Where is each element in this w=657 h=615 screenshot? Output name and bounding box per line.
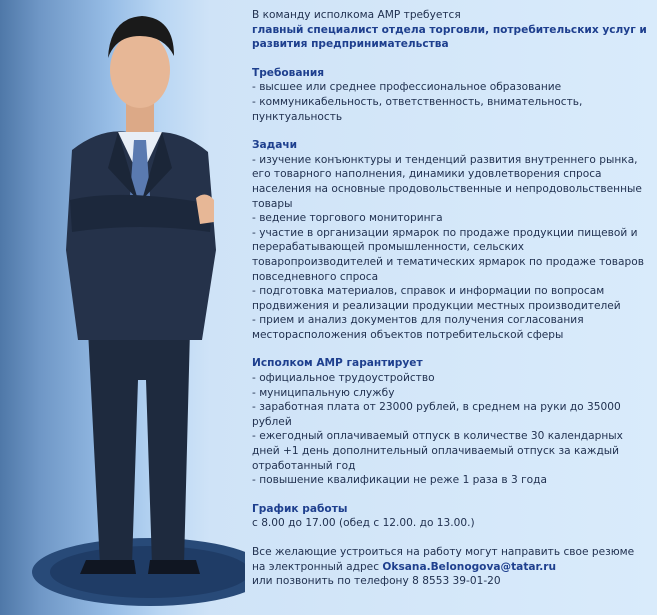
list-item: - прием и анализ документов для получения согласования месторасположения объектов потребительской сферы — [252, 314, 584, 341]
list-item: - высшее или среднее профессиональное образование — [252, 81, 562, 94]
list-item: - участие в организации ярмарок по продаже продукции пищевой и перерабатывающей промышленности, сельских товаропроизводителей и тематических ярмарок по продаже товаров повседневного спроса — [252, 226, 644, 283]
list-item: - подготовка материалов, справок и информации по вопросам продвижения и реализации продукции местных производителей — [252, 285, 621, 312]
businessman-illustration — [0, 0, 245, 615]
list-item: - ежегодный оплачиваемый отпуск в количестве 30 календарных дней +1 день дополнительный оплачиваемый отпуск за каждый отработанный год — [252, 430, 623, 472]
contact-prefix: на электронный адрес — [252, 560, 383, 573]
vacancy-text — [252, 8, 652, 589]
contact-line-3: или позвонить по телефону 8 8553 39-01-20 — [252, 575, 501, 588]
schedule-text: с 8.00 до 17.00 (обед с 12.00. до 13.00.) — [252, 517, 475, 530]
guarantees-heading: Исполком АМР гарантирует — [252, 357, 423, 370]
intro-text: В команду исполкома АМР требуется — [252, 9, 461, 21]
list-item: - официальное трудоустройство — [252, 372, 435, 385]
position-title: главный специалист отдела торговли, потребительских услуг и развития предпринимательства — [252, 23, 647, 51]
tasks-heading: Задачи — [252, 139, 298, 152]
list-item: - заработная плата от 23000 рублей, в среднем на руки до 35000 рублей — [252, 401, 621, 428]
contact-line-2 — [252, 560, 652, 575]
list-item: - ведение торгового мониторинга — [252, 212, 443, 225]
contact-email[interactable]: Oksana.Belonogova@tatar.ru — [382, 560, 557, 573]
list-item: - муниципальную службу — [252, 386, 395, 399]
list-item: - изучение конъюнктуры и тенденций развития внутреннего рынка, его товарного наполнения, динамики удовлетворения спроса населения на основные продовольственные и непродовольственные товары — [252, 153, 642, 210]
contact-line-1: Все желающие устроиться на работу могут направить свое резюме — [252, 546, 635, 558]
requirements-heading: Требования — [252, 66, 325, 79]
list-item: - коммуникабельность, ответственность, внимательность, пунктуальность — [252, 95, 583, 123]
list-item: - повышение квалификации не реже 1 раза в 3 года — [252, 474, 547, 487]
schedule-heading: График работы — [252, 502, 348, 515]
